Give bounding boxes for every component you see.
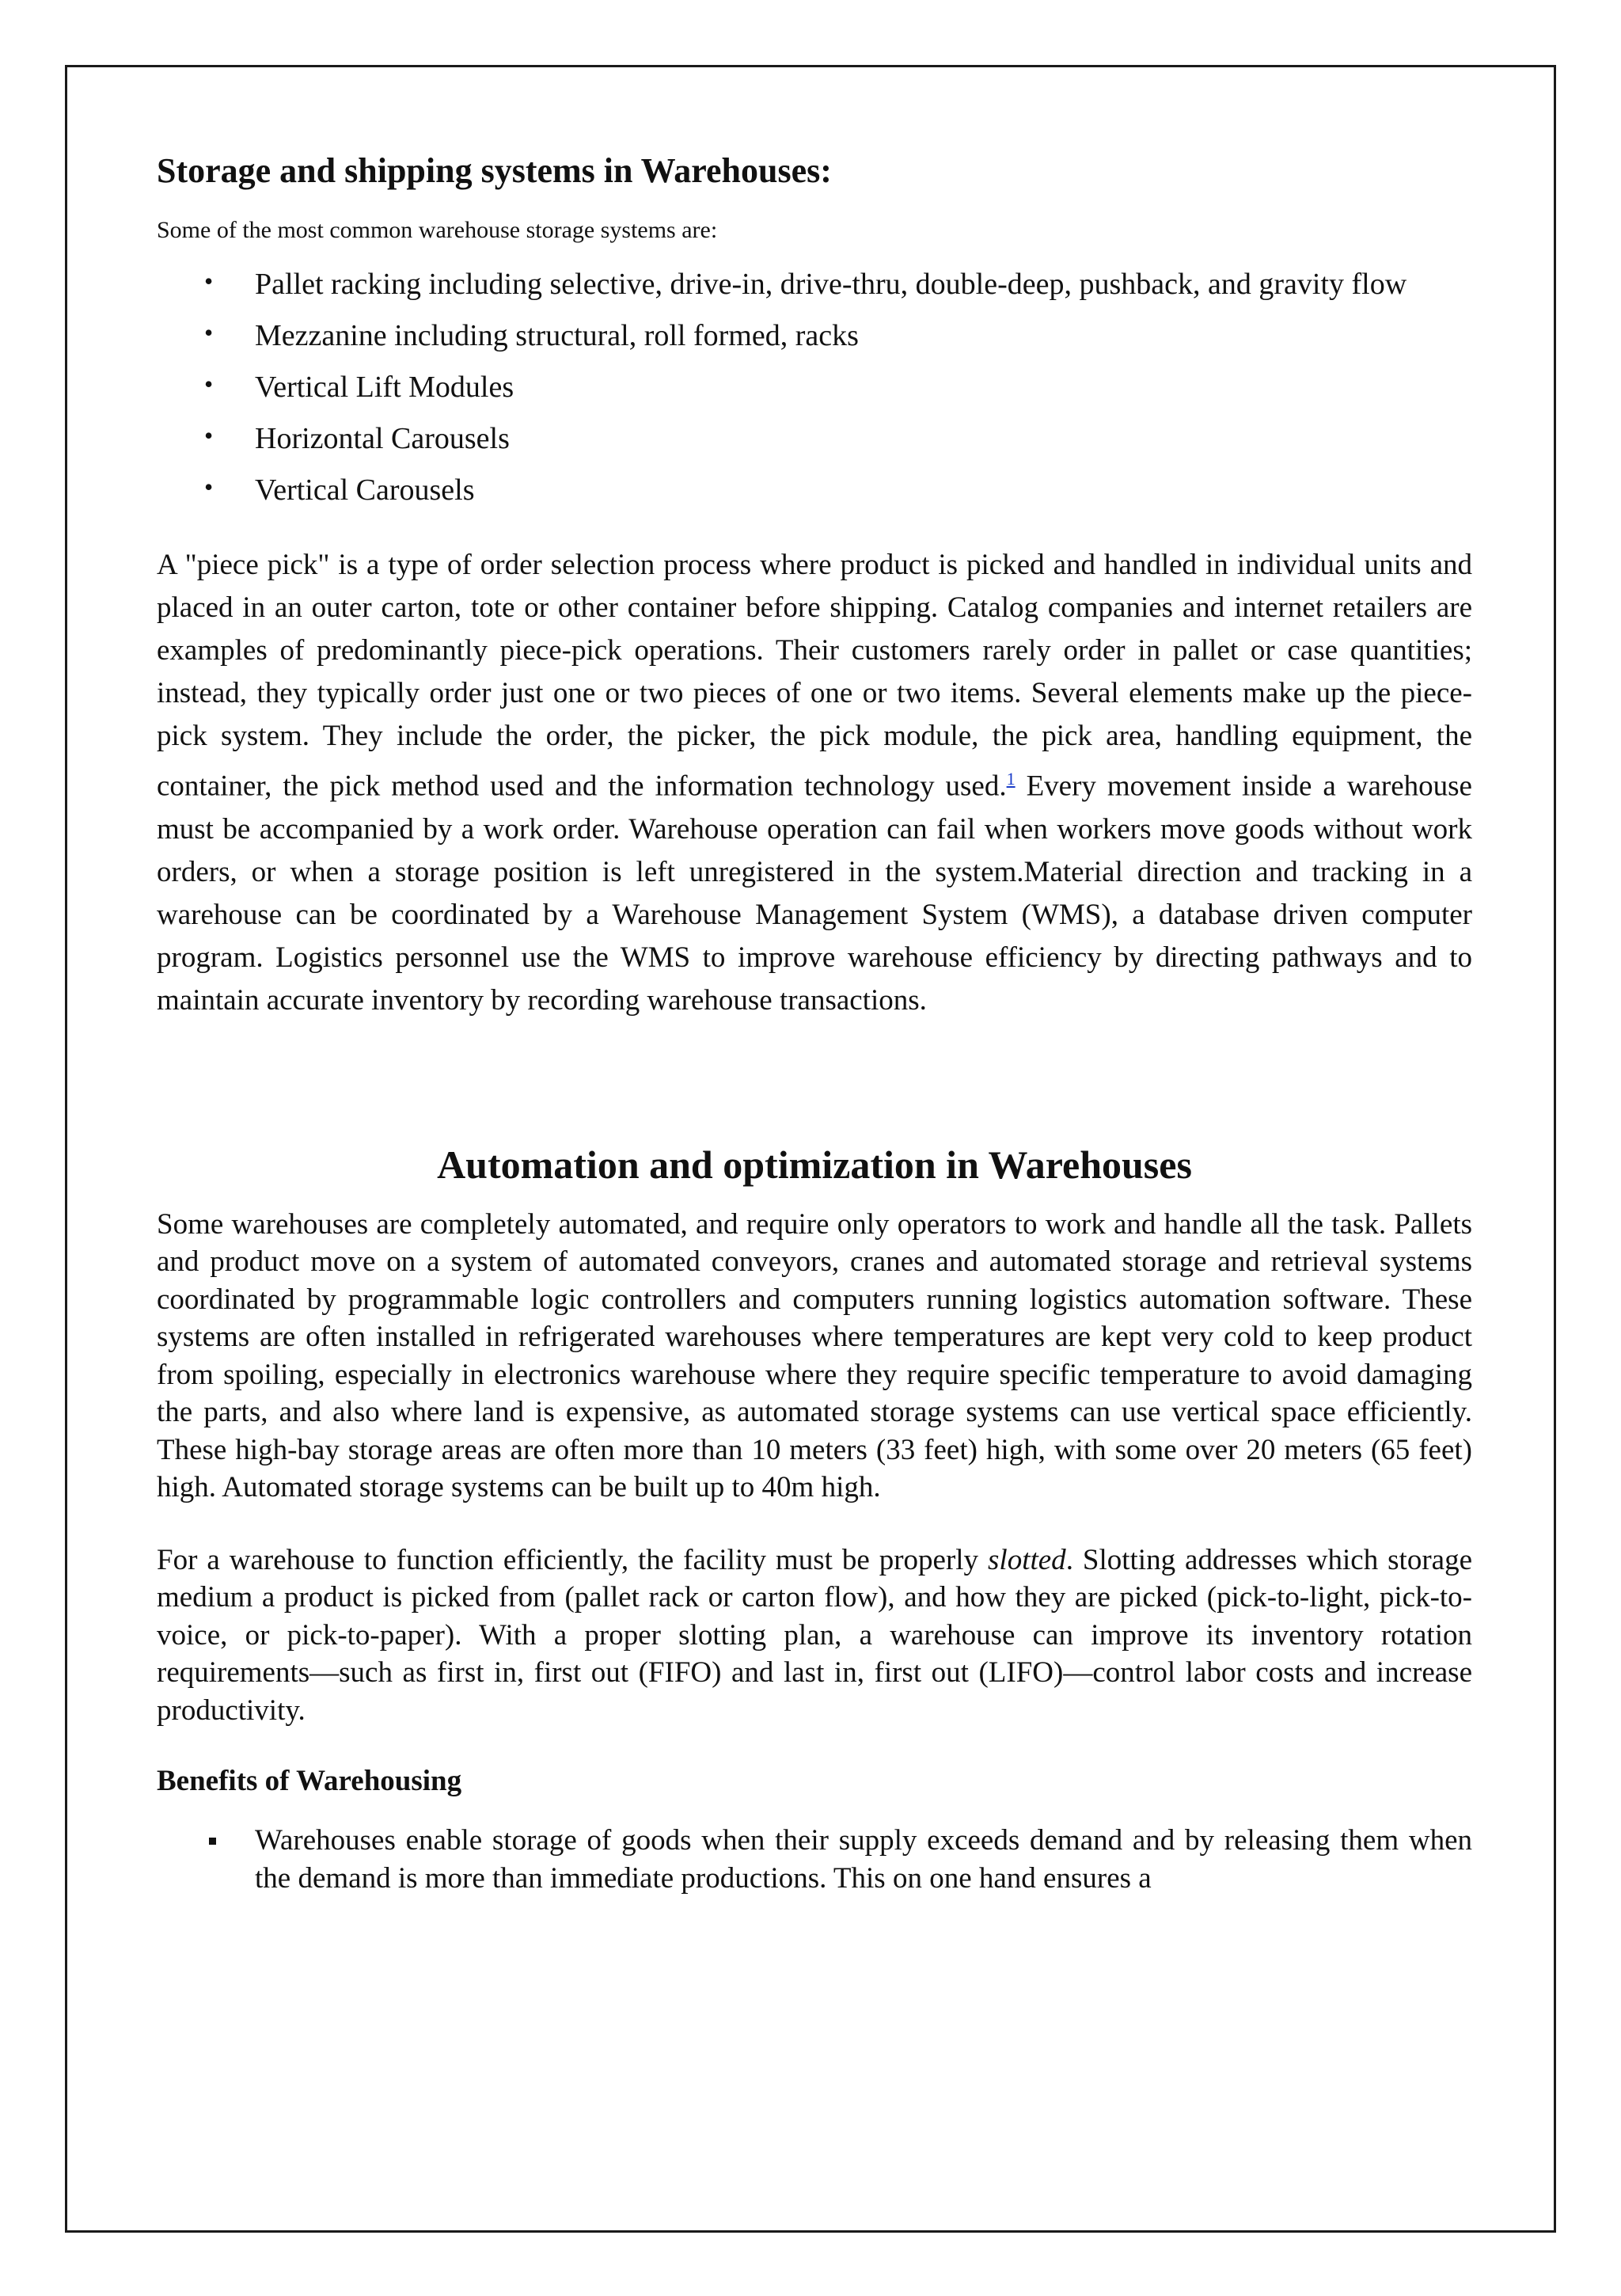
storage-intro: Some of the most common warehouse storage systems are: [157,216,718,243]
benefits-heading: Benefits of Warehousing [157,1765,462,1798]
list-item: • Vertical Lift Modules [157,366,1472,409]
paragraph-text: Every movement inside a warehouse must be accompanied by a work order. Warehouse operation can fail when workers move goods without work orders, or when a storage position is left unregistered in the system.Material direction and tracking in a warehouse can be coordinated by a Warehouse Management System (WMS), a database driven computer program. Logistics personnel use the WMS to improve warehouse efficiency by directing pathways and to maintain accurate inventory by recording warehouse transactions. [157,770,1472,1017]
section-title-automation: Automation and optimization in Warehouses [437,1142,1192,1187]
document-content [157,150,1472,1897]
italic-term: slotted [988,1543,1066,1576]
storage-systems-list [157,263,1472,512]
benefits-list [157,1822,1472,1897]
list-item: • Horizontal Carousels [157,417,1472,461]
slotting-paragraph [157,1541,1472,1730]
paragraph-text: A "piece pick" is a type of order selection process where product is picked and handled in individual units and placed in an outer carton, tote or other container before shipping. Catalog companies and internet retailers are examples of predominantly piece-pick operations. Their customers rarely order in pallet or case quantities; instead, they typically order just one or two pieces of one or two items. Several elements make up the piece-pick system. They include the order, the picker, the pick module, the pick area, handling equipment, the container, the pick method used and the information technology used. [157,549,1472,803]
footnote-link[interactable]: 1 [1006,769,1015,789]
automation-paragraph: Some warehouses are completely automated, and require only operators to work and handle all the task. Pallets and product move on a system of automated conveyors, cranes and automated storage and retrieval systems coordinated by programmable logic controllers and computers running logistics automation software. These systems are often installed in refrigerated warehouses where temperatures are kept very cold to keep product from spoiling, especially in electronics warehouse where they require specific temperature to avoid damaging the parts, and also where land is expensive, as automated storage systems can use vertical space efficiently. These high-bay storage areas are often more than 10 meters (33 feet) high, with some over 20 meters (65 feet) high. Automated storage systems can be built up to 40m high. [157,1207,1472,1504]
paragraph-text: . Slotting addresses which storage medium a product is picked from (pallet rack or carton flow), and how they are picked (pick-to-light, pick-to-voice, or pick-to-paper). With a proper slotting plan, a warehouse can improve its inventory rotation requirements—such as first in, first out (FIFO) and last in, first out (LIFO)—control labor costs and increase productivity. [157,1543,1472,1727]
section-title-storage: Storage and shipping systems in Warehouses: [157,151,832,190]
list-item: • Mezzanine including structural, roll formed, racks [157,314,1472,358]
list-item: • Vertical Carousels [157,469,1472,512]
list-item: • Pallet racking including selective, drive-in, drive-thru, double-deep, pushback, and gravity flow [157,263,1472,306]
piece-pick-paragraph [157,544,1472,1021]
paragraph-text: For a warehouse to function efficiently, the facility must be properly [157,1543,989,1576]
list-item: Warehouses enable storage of goods when their supply exceeds demand and by releasing them when the demand is more than immediate productions. This on one hand ensures a [157,1822,1472,1897]
